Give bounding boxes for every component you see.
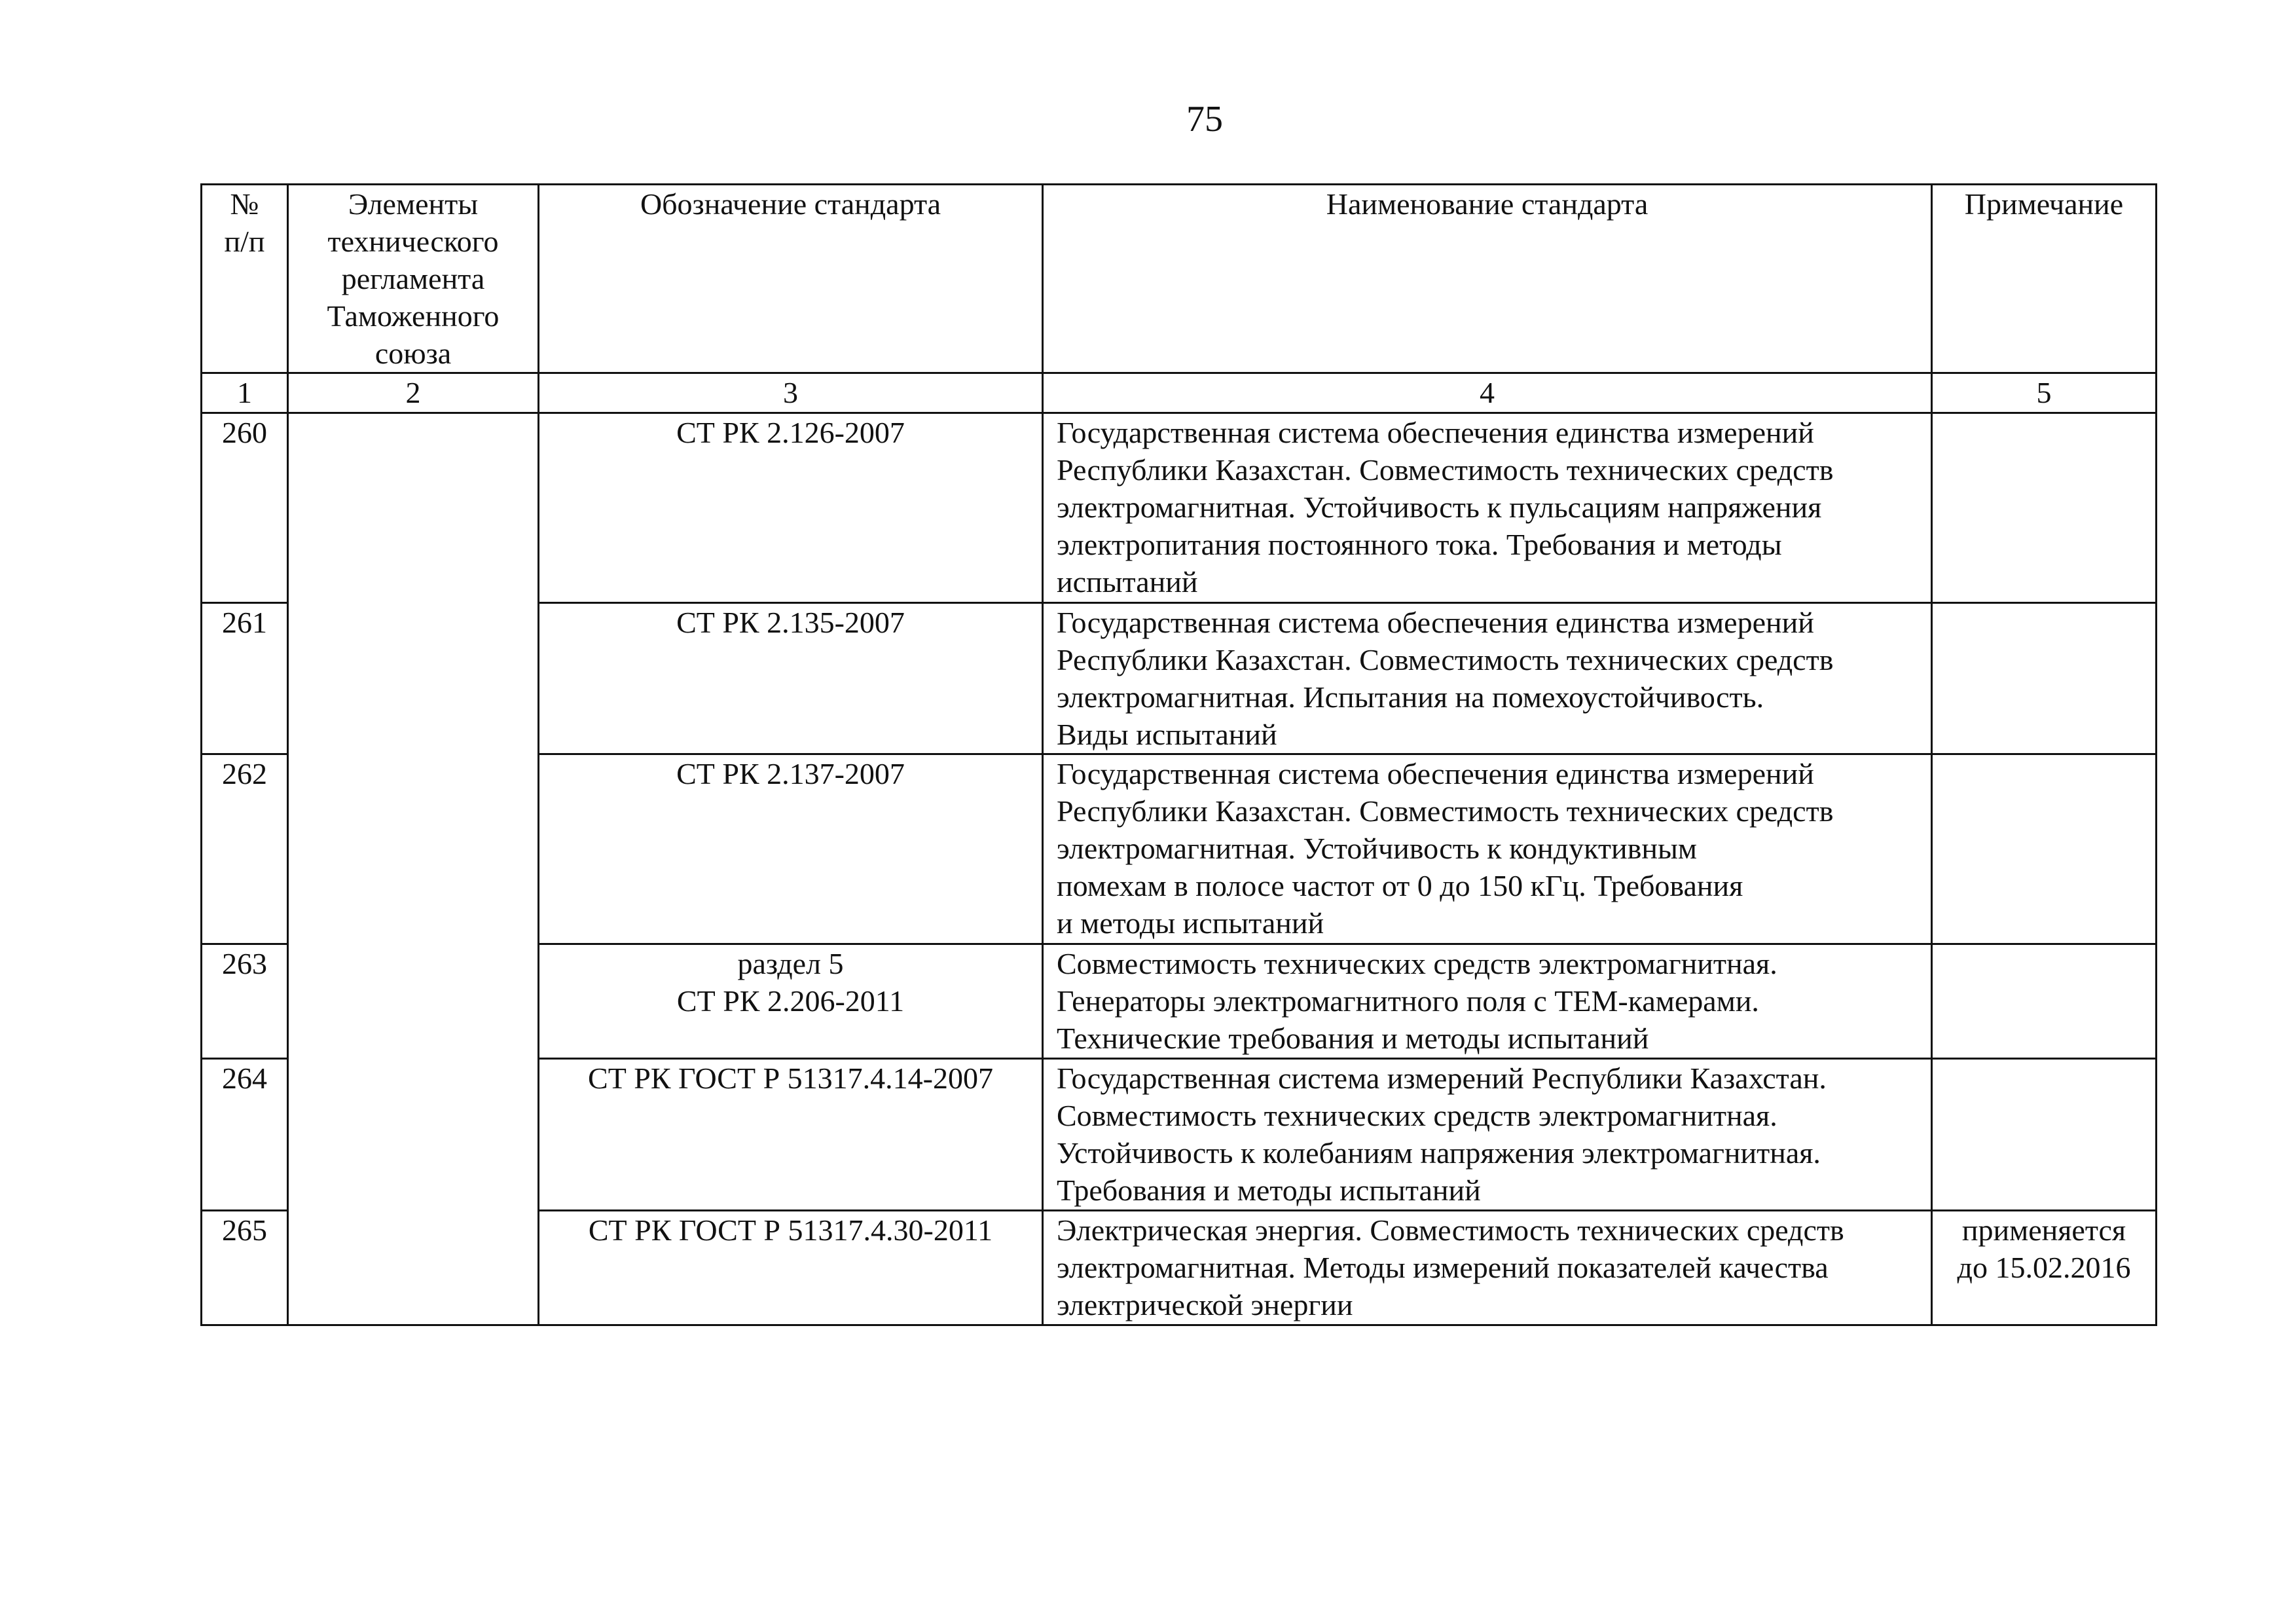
column-number-row	[202, 373, 2157, 413]
standard-designation: СТ РК 2.135-2007	[539, 603, 1043, 754]
row-number: 261	[202, 603, 288, 754]
standard-note: применяется до 15.02.2016	[1932, 1211, 2157, 1325]
standard-note	[1932, 603, 2157, 754]
standards-table	[200, 183, 2157, 1326]
column-number: 3	[539, 373, 1043, 413]
standard-name: Государственная система обеспечения единства измерений Республики Казахстан. Совместимость технических средств электромагнитная. Испытания на помехоустойчивость. Виды испытаний	[1043, 603, 1932, 754]
row-number: 265	[202, 1211, 288, 1325]
standard-note	[1932, 944, 2157, 1059]
standard-name: Государственная система обеспечения единства измерений Республики Казахстан. Совместимость технических средств электромагнитная. Устойчивость к пульсациям напряжения электропитания постоянного тока. Требования и методы испытаний	[1043, 413, 1932, 603]
header-designation: Обозначение стандарта	[539, 185, 1043, 373]
column-number: 2	[288, 373, 539, 413]
page-number: 75	[1186, 99, 1223, 139]
table-row	[202, 413, 2157, 603]
row-number: 262	[202, 754, 288, 944]
standard-designation: СТ РК 2.126-2007	[539, 413, 1043, 603]
row-number: 264	[202, 1059, 288, 1211]
row-number: 260	[202, 413, 288, 603]
column-number: 1	[202, 373, 288, 413]
standard-designation: раздел 5 СТ РК 2.206-2011	[539, 944, 1043, 1059]
header-name: Наименование стандарта	[1043, 185, 1932, 373]
standard-name: Совместимость технических средств электромагнитная. Генераторы электромагнитного поля с ТЕМ-камерами. Технические требования и методы испытаний	[1043, 944, 1932, 1059]
column-number: 5	[1932, 373, 2157, 413]
header-row	[202, 185, 2157, 373]
standard-note	[1932, 1059, 2157, 1211]
standard-name: Государственная система обеспечения единства измерений Республики Казахстан. Совместимость технических средств электромагнитная. Устойчивость к кондуктивным помехам в полосе частот от 0 до 150 кГц. Требования и методы испытаний	[1043, 754, 1932, 944]
standard-note	[1932, 413, 2157, 603]
header-note: Примечание	[1932, 185, 2157, 373]
row-number: 263	[202, 944, 288, 1059]
standard-name: Электрическая энергия. Совместимость технических средств электромагнитная. Методы измерений показателей качества электрической энергии	[1043, 1211, 1932, 1325]
standard-note	[1932, 754, 2157, 944]
standard-designation: СТ РК ГОСТ Р 51317.4.14-2007	[539, 1059, 1043, 1211]
merged-elements-cell	[288, 413, 539, 1325]
header-num: № п/п	[202, 185, 288, 373]
header-elements: Элементы технического регламента Таможенного союза	[288, 185, 539, 373]
standard-name: Государственная система измерений Республики Казахстан. Совместимость технических средств электромагнитная. Устойчивость к колебаниям напряжения электромагнитная. Требования и методы испытаний	[1043, 1059, 1932, 1211]
standard-designation: СТ РК 2.137-2007	[539, 754, 1043, 944]
column-number: 4	[1043, 373, 1932, 413]
standard-designation: СТ РК ГОСТ Р 51317.4.30-2011	[539, 1211, 1043, 1325]
